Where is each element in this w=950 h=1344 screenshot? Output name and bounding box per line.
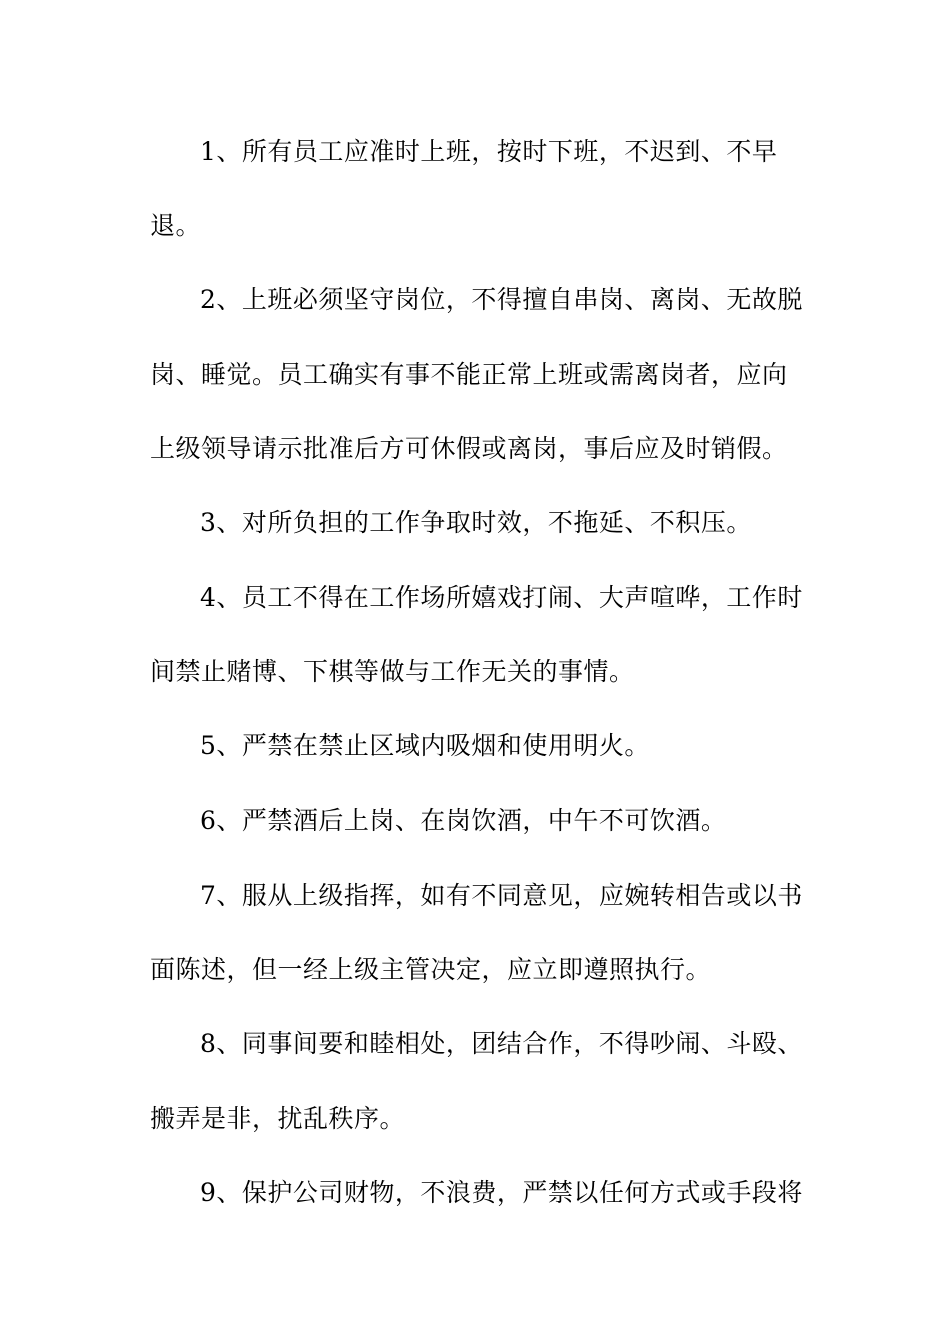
rule-8-line-2: 搬弄是非，扰乱秩序。 bbox=[150, 1104, 406, 1133]
rule-4-line-1: 4、员工不得在工作场所嬉戏打闹、大声喧哗，工作时 bbox=[200, 583, 803, 612]
rule-2-line-1: 2、上班必须坚守岗位，不得擅自串岗、离岗、无故脱 bbox=[200, 285, 803, 314]
rule-5-line-1: 5、严禁在禁止区域内吸烟和使用明火。 bbox=[200, 731, 650, 760]
rule-7-line-2: 面陈述，但一经上级主管决定，应立即遵照执行。 bbox=[150, 955, 712, 984]
rule-7-line-1: 7、服从上级指挥，如有不同意见，应婉转相告或以书 bbox=[200, 881, 803, 910]
rule-4-line-2: 间禁止赌博、下棋等做与工作无关的事情。 bbox=[150, 657, 635, 686]
rule-6-line-1: 6、严禁酒后上岗、在岗饮酒，中午不可饮酒。 bbox=[200, 806, 727, 835]
rule-9-line-1: 9、保护公司财物，不浪费，严禁以任何方式或手段将 bbox=[200, 1178, 803, 1207]
rule-2-line-2: 岗、睡觉。员工确实有事不能正常上班或需离岗者，应向 bbox=[150, 360, 788, 389]
rule-1-line-2: 退。 bbox=[150, 211, 202, 240]
rule-3-line-1: 3、对所负担的工作争取时效，不拖延、不积压。 bbox=[200, 508, 752, 537]
rule-1-line-1: 1、所有员工应准时上班，按时下班，不迟到、不早 bbox=[200, 137, 778, 166]
rule-2-line-3: 上级领导请示批准后方可休假或离岗，事后应及时销假。 bbox=[150, 434, 788, 463]
rule-8-line-1: 8、同事间要和睦相处，团结合作，不得吵闹、斗殴、 bbox=[200, 1029, 803, 1058]
